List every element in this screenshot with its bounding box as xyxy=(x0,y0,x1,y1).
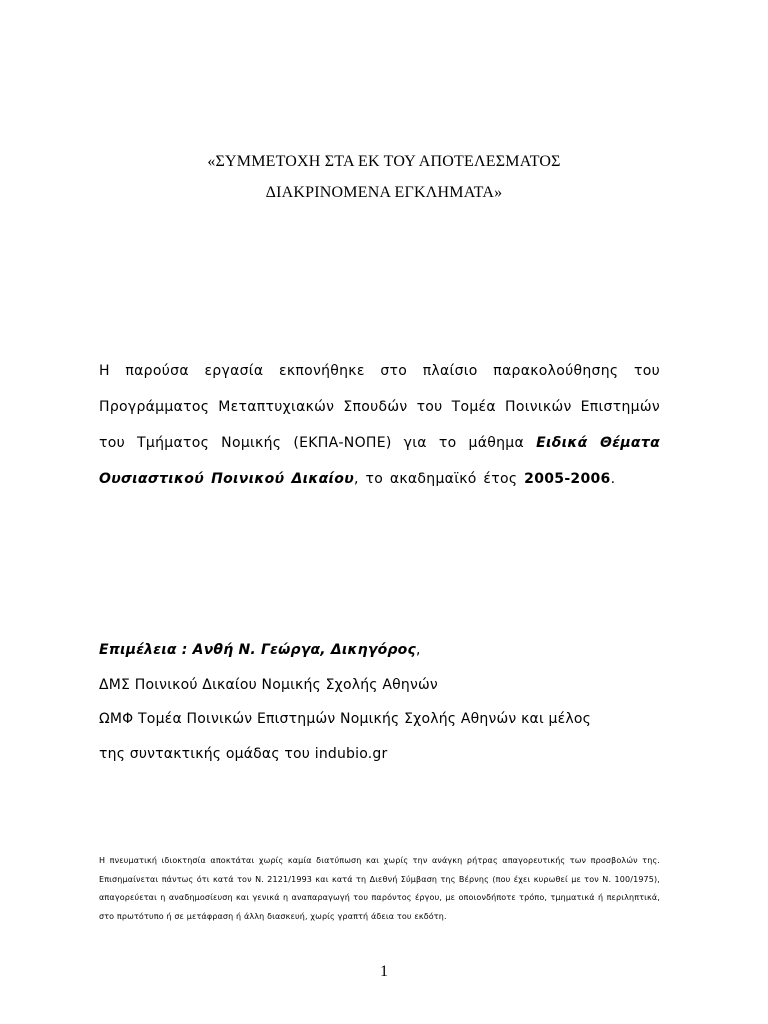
editor-affiliation-line: ΩΜΦ Τομέα Ποινικών Επιστημών Νομικής Σχολής Αθηνών και μέλος xyxy=(99,711,592,727)
document-title-line-2: ΔΙΑΚΡΙΝΟΜΕΝΑ ΕΓΚΛΗΜΑΤΑ» xyxy=(265,184,503,201)
editor-block xyxy=(99,633,660,771)
intro-text-before: Η παρούσα εργασία εκπονήθηκε στο πλαίσιο παρακολούθησης του Προγράμματος Μεταπτυχιακών Σπουδών του Τομέα Ποινικών Επιστημών του Τμήματος Νομικής (ΕΚΠΑ-ΝΟΠΕ) για το μάθημα xyxy=(99,363,660,451)
editor-membership-line: της συντακτικής ομάδας του indubio.gr xyxy=(99,745,388,762)
editor-label: Επιμέλεια : Ανθή Ν. Γεώργα, Δικηγόρος xyxy=(99,642,416,658)
editor-line-1 xyxy=(99,633,660,668)
page-number: 1 xyxy=(380,963,388,980)
editor-label-suffix: , xyxy=(415,642,421,658)
intro-text-middle: , το ακαδημαϊκό έτος xyxy=(353,471,525,487)
academic-year: 2005-2006 xyxy=(524,471,611,487)
intro-paragraph xyxy=(99,353,660,497)
copyright-notice: Η πνευματική ιδιοκτησία αποκτάται χωρίς καμία διατύπωση και χωρίς την ανάγκη ρήτρας απαγορευτικής των προσβολών της. Επισημαίνεται πάντως ότι κατά τον Ν. 2121/1993 και κατά τη Διεθνή Σύμβαση της Βέρνης (που έχει κυρωθεί με τον Ν. 100/1975), απαγορεύεται η αναδημοσίευση και γενικά η αναπαραγωγή του παρόντος έργου, με οποιονδήποτε τρόπο, τμηματικά ή περιληπτικά, στο πρωτότυπο ή σε μετάφραση ή άλλη διασκευή, χωρίς γραπτή άδεια του εκδότη. xyxy=(99,856,660,921)
document-title-line-1: «ΣΥΜΜΕΤΟΧΗ ΣΤΑ ΕΚ ΤΟΥ ΑΠΟΤΕΛΕΣΜΑΤΟΣ xyxy=(207,153,561,170)
intro-text-after: . xyxy=(610,471,616,487)
course-name: Ειδικά Θέματα Ουσιαστικού Ποινικού Δικαίου xyxy=(99,435,660,487)
editor-degree-line: ΔΜΣ Ποινικού Δικαίου Νομικής Σχολής Αθηνών xyxy=(99,676,438,693)
